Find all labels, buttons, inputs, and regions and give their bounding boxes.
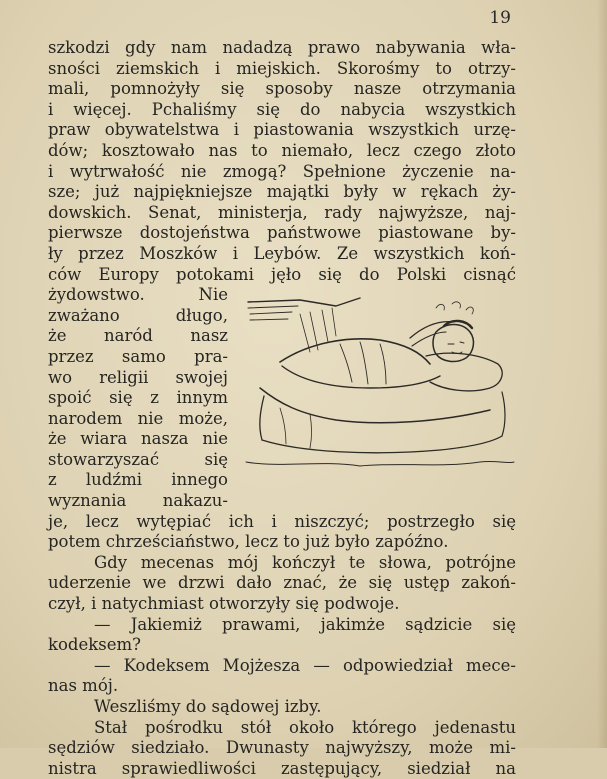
text-line: że wiara nasza nie — [48, 429, 228, 449]
text-line: praw obywatelstwa i piastowania wszystkich urzę- — [48, 120, 516, 140]
text-line: nas mój. — [48, 676, 119, 696]
text-line: szkodzi gdy nam nadadzą prawo nabywania wła- — [48, 38, 516, 57]
text-line: Gdy mecenas mój kończył te słowa, potrójne — [94, 552, 516, 572]
text-line: czył, i natychmiast otworzyły się podwoje. — [48, 594, 400, 614]
page-edge-shadow — [597, 0, 607, 748]
text-line: — Jakiemiż prawami, jakimże sądzicie się — [94, 614, 516, 634]
text-line: zważano długo, — [48, 305, 228, 325]
text-line: spoić się z innym — [48, 388, 228, 408]
text-line: stowarzyszać się — [48, 449, 228, 469]
text-line: ców Europy potokami jęło się do Polski cisnąć — [48, 264, 516, 284]
text-line: sności ziemskich i miejskich. Skorośmy to otrzy- — [48, 58, 516, 78]
text-line: i wytrwałość nie zmogą? Spełnione życzenie na- — [48, 161, 516, 181]
page-number: 19 — [489, 8, 511, 28]
text-line: Stał pośrodku stół około którego jedenastu — [94, 717, 516, 737]
text-line: pierwsze dostojeństwa państwowe piastowane by- — [48, 223, 516, 243]
text-line: narodem nie może, — [48, 408, 228, 428]
text-line: dów; kosztowało nas to niemało, lecz czego złoto — [48, 140, 516, 160]
text-line: mali, pomnożyły się sposoby nasze otrzymania — [48, 79, 516, 99]
text-line: Weszliśmy do sądowej izby. — [94, 697, 322, 716]
text-line: sędziów siedziało. Dwunasty najwyższy, może mi- — [48, 738, 516, 758]
text-line: je, lecz wytępiać ich i niszczyć; postrzegło się — [48, 511, 516, 531]
text-line: że naród nasz — [48, 326, 228, 346]
text-line: i więcej. Pchaliśmy się do nabycia wszystkich — [48, 99, 516, 119]
text-line: — Kodeksem Mojżesza — odpowiedział mece- — [94, 655, 516, 675]
text-line: kodeksem? — [48, 635, 141, 655]
text-line: żydowstwo. Nie — [48, 285, 228, 305]
text-line: wyznania nakazu- — [48, 491, 228, 511]
text-line: potem chrześciaństwo, lecz to już było zapóźno. — [48, 532, 449, 552]
text-line: dowskich. Senat, ministerja, rady najwyższe, naj- — [48, 202, 516, 222]
text-line: nistra sprawiedliwości zastępujący, siedział na — [48, 758, 516, 778]
text-line: przez samo pra- — [48, 346, 228, 366]
text-line: uderzenie we drzwi dało znać, że się ustęp zakoń- — [48, 573, 516, 593]
text-line: sze; już najpiękniejsze majątki były w rękach ży- — [48, 182, 516, 202]
text-line: ły przez Moszków i Leybów. Ze wszystkich koń- — [48, 243, 516, 263]
illustration-sleeping-figure — [240, 292, 516, 474]
text-line: wo religii swojej — [48, 367, 228, 387]
text-line: z ludźmi innego — [48, 470, 228, 490]
